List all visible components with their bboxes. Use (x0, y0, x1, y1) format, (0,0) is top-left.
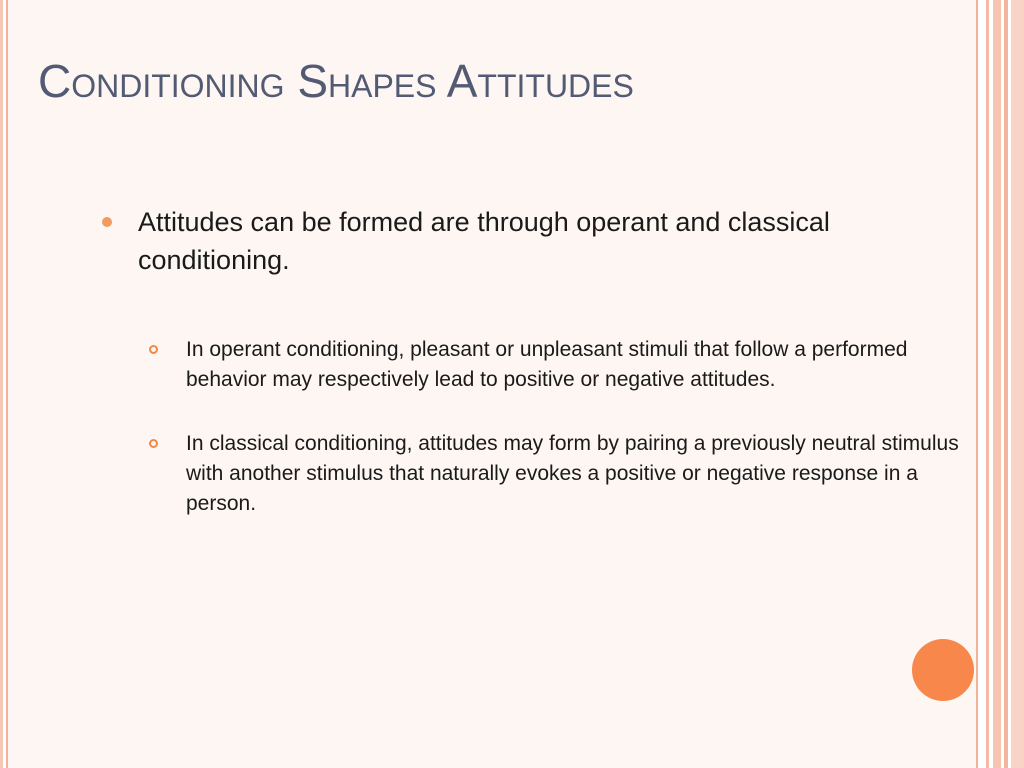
bullet-ring-icon (149, 345, 158, 354)
sub-bullet-item (145, 335, 975, 395)
slide-title: Conditioning Shapes Attitudes (38, 55, 634, 107)
sub-bullet-item (145, 429, 975, 519)
frame-right-edge (1011, 0, 1024, 768)
main-bullet-text: Attitudes can be formed are through operant and classical conditioning. (138, 207, 830, 275)
frame-left-stripe (0, 0, 3, 768)
frame-right-stripe-1 (978, 0, 986, 768)
sub-bullet-text: In classical conditioning, attitudes may form by pairing a previously neutral stimulus with another stimulus that naturally evokes a positive or negative response in a person. (186, 432, 959, 515)
frame-right-band (993, 0, 1001, 768)
sub-bullet-text: In operant conditioning, pleasant or unpleasant stimuli that follow a performed behavior may respectively lead to positive or negative attitudes. (186, 338, 908, 391)
main-bullet-list (95, 203, 955, 279)
main-bullet-item (95, 203, 955, 279)
decorative-circle (912, 639, 974, 701)
bullet-dot-icon (102, 217, 112, 227)
sub-bullet-list (145, 335, 975, 553)
bullet-ring-icon (149, 439, 158, 448)
